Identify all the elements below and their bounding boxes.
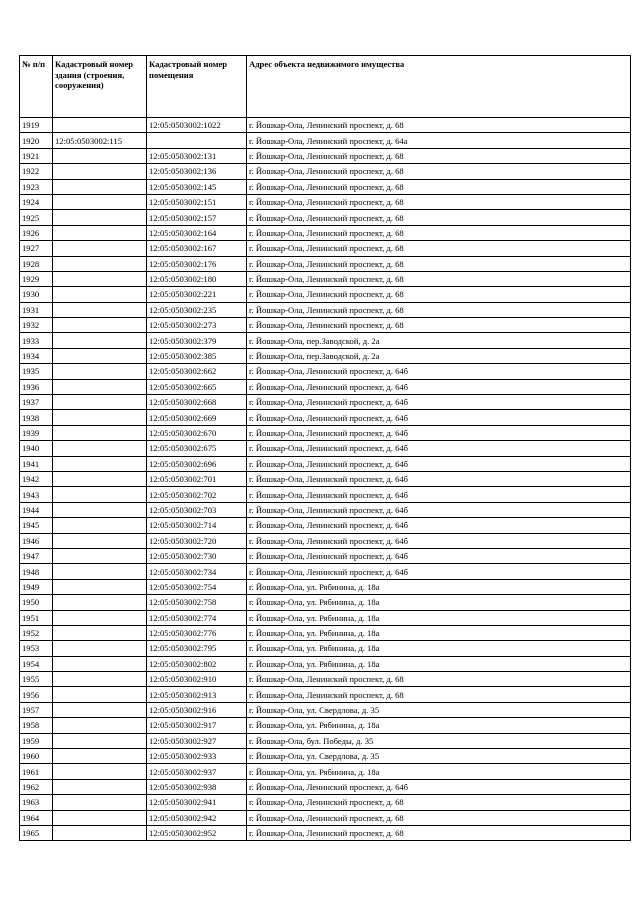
address: г. Йошкар-Ола, Ленинский проспект, д. 68 bbox=[247, 672, 631, 687]
row-number: 1933 bbox=[20, 333, 53, 348]
building-cadastral-number bbox=[53, 425, 147, 440]
table-row bbox=[20, 502, 631, 517]
address: г. Йошкар-Ола, Ленинский проспект, д. 64б bbox=[247, 456, 631, 471]
row-number: 1928 bbox=[20, 256, 53, 271]
building-cadastral-number bbox=[53, 271, 147, 286]
building-cadastral-number bbox=[53, 579, 147, 594]
row-number: 1921 bbox=[20, 148, 53, 163]
row-number: 1922 bbox=[20, 164, 53, 179]
building-cadastral-number bbox=[53, 410, 147, 425]
row-number: 1961 bbox=[20, 764, 53, 779]
address: г. Йошкар-Ола, ул. Рябинина, д. 18а bbox=[247, 718, 631, 733]
row-number: 1955 bbox=[20, 672, 53, 687]
address: г. Йошкар-Ола, Ленинский проспект, д. 64б bbox=[247, 779, 631, 794]
row-number: 1934 bbox=[20, 348, 53, 363]
row-number: 1953 bbox=[20, 641, 53, 656]
table-row bbox=[20, 364, 631, 379]
row-number: 1949 bbox=[20, 579, 53, 594]
table-row bbox=[20, 764, 631, 779]
premises-cadastral-number: 12:05:0503002:913 bbox=[147, 687, 247, 702]
address: г. Йошкар-Ола, Ленинский проспект, д. 68 bbox=[247, 256, 631, 271]
building-cadastral-number: 12:05:0503002:115 bbox=[53, 133, 147, 148]
row-number: 1925 bbox=[20, 210, 53, 225]
premises-cadastral-number: 12:05:0503002:730 bbox=[147, 548, 247, 563]
premises-cadastral-number: 12:05:0503002:379 bbox=[147, 333, 247, 348]
table-row bbox=[20, 779, 631, 794]
building-cadastral-number bbox=[53, 118, 147, 133]
row-number: 1927 bbox=[20, 241, 53, 256]
address: г. Йошкар-Ола, Ленинский проспект, д. 64б bbox=[247, 395, 631, 410]
premises-cadastral-number: 12:05:0503002:720 bbox=[147, 533, 247, 548]
row-number: 1930 bbox=[20, 287, 53, 302]
building-cadastral-number bbox=[53, 625, 147, 640]
premises-cadastral-number: 12:05:0503002:176 bbox=[147, 256, 247, 271]
premises-cadastral-number: 12:05:0503002:795 bbox=[147, 641, 247, 656]
address: г. Йошкар-Ола, ул. Свердлова, д. 35 bbox=[247, 749, 631, 764]
table-row bbox=[20, 410, 631, 425]
address: г. Йошкар-Ола, бул. Победы, д. 35 bbox=[247, 733, 631, 748]
row-number: 1947 bbox=[20, 548, 53, 563]
premises-cadastral-number: 12:05:0503002:662 bbox=[147, 364, 247, 379]
address: г. Йошкар-Ола, Ленинский проспект, д. 68 bbox=[247, 164, 631, 179]
building-cadastral-number bbox=[53, 733, 147, 748]
row-number: 1941 bbox=[20, 456, 53, 471]
table-row bbox=[20, 164, 631, 179]
table-row bbox=[20, 318, 631, 333]
header-address: Адрес объекта недвижимого имущества bbox=[247, 56, 631, 118]
address: г. Йошкар-Ола, Ленинский проспект, д. 64б bbox=[247, 548, 631, 563]
table-row bbox=[20, 672, 631, 687]
address: г. Йошкар-Ола, Ленинский проспект, д. 64б bbox=[247, 471, 631, 486]
row-number: 1939 bbox=[20, 425, 53, 440]
address: г. Йошкар-Ола, Ленинский проспект, д. 68 bbox=[247, 210, 631, 225]
row-number: 1935 bbox=[20, 364, 53, 379]
address: г. Йошкар-Ола, Ленинский проспект, д. 68 bbox=[247, 179, 631, 194]
header-building-cadastral: Кадастровый номер здания (строения, сооружения) bbox=[53, 56, 147, 118]
premises-cadastral-number: 12:05:0503002:273 bbox=[147, 318, 247, 333]
table-row bbox=[20, 256, 631, 271]
table-row bbox=[20, 533, 631, 548]
table-row bbox=[20, 687, 631, 702]
building-cadastral-number bbox=[53, 287, 147, 302]
header-number: № п/п bbox=[20, 56, 53, 118]
building-cadastral-number bbox=[53, 764, 147, 779]
row-number: 1963 bbox=[20, 795, 53, 810]
row-number: 1946 bbox=[20, 533, 53, 548]
table-row bbox=[20, 702, 631, 717]
row-number: 1937 bbox=[20, 395, 53, 410]
table-row bbox=[20, 425, 631, 440]
table-row bbox=[20, 179, 631, 194]
table-row bbox=[20, 379, 631, 394]
address: г. Йошкар-Ола, Ленинский проспект, д. 68 bbox=[247, 302, 631, 317]
table-row bbox=[20, 225, 631, 240]
premises-cadastral-number: 12:05:0503002:910 bbox=[147, 672, 247, 687]
row-number: 1945 bbox=[20, 518, 53, 533]
address: г. Йошкар-Ола, Ленинский проспект, д. 64б bbox=[247, 379, 631, 394]
building-cadastral-number bbox=[53, 548, 147, 563]
table-row bbox=[20, 595, 631, 610]
table-row bbox=[20, 795, 631, 810]
address: г. Йошкар-Ола, Ленинский проспект, д. 64б bbox=[247, 487, 631, 502]
building-cadastral-number bbox=[53, 687, 147, 702]
row-number: 1938 bbox=[20, 410, 53, 425]
building-cadastral-number bbox=[53, 502, 147, 517]
row-number: 1944 bbox=[20, 502, 53, 517]
building-cadastral-number bbox=[53, 533, 147, 548]
premises-cadastral-number: 12:05:0503002:665 bbox=[147, 379, 247, 394]
address: г. Йошкар-Ола, Ленинский проспект, д. 68 bbox=[247, 225, 631, 240]
address: г. Йошкар-Ола, Ленинский проспект, д. 68 bbox=[247, 194, 631, 209]
address: г. Йошкар-Ола, Ленинский проспект, д. 64б bbox=[247, 502, 631, 517]
header-premises-cadastral: Кадастровый номер помещения bbox=[147, 56, 247, 118]
row-number: 1932 bbox=[20, 318, 53, 333]
premises-cadastral-number: 12:05:0503002:758 bbox=[147, 595, 247, 610]
premises-cadastral-number: 12:05:0503002:157 bbox=[147, 210, 247, 225]
row-number: 1931 bbox=[20, 302, 53, 317]
address: г. Йошкар-Ола, ул. Рябинина, д. 18а bbox=[247, 610, 631, 625]
table-row bbox=[20, 579, 631, 594]
building-cadastral-number bbox=[53, 718, 147, 733]
table-row bbox=[20, 564, 631, 579]
address: г. Йошкар-Ола, пер.Заводской, д. 2а bbox=[247, 333, 631, 348]
address: г. Йошкар-Ола, ул. Рябинина, д. 18а bbox=[247, 579, 631, 594]
premises-cadastral-number: 12:05:0503002:927 bbox=[147, 733, 247, 748]
building-cadastral-number bbox=[53, 348, 147, 363]
building-cadastral-number bbox=[53, 641, 147, 656]
premises-cadastral-number: 12:05:0503002:937 bbox=[147, 764, 247, 779]
address: г. Йошкар-Ола, Ленинский проспект, д. 64б bbox=[247, 518, 631, 533]
table-row bbox=[20, 656, 631, 671]
premises-cadastral-number: 12:05:0503002:164 bbox=[147, 225, 247, 240]
building-cadastral-number bbox=[53, 256, 147, 271]
address: г. Йошкар-Ола, Ленинский проспект, д. 68 bbox=[247, 287, 631, 302]
address: г. Йошкар-Ола, ул. Рябинина, д. 18а bbox=[247, 641, 631, 656]
building-cadastral-number bbox=[53, 456, 147, 471]
premises-cadastral-number bbox=[147, 133, 247, 148]
address: г. Йошкар-Ола, ул. Рябинина, д. 18а bbox=[247, 595, 631, 610]
table-row bbox=[20, 749, 631, 764]
row-number: 1959 bbox=[20, 733, 53, 748]
table-row bbox=[20, 241, 631, 256]
row-number: 1936 bbox=[20, 379, 53, 394]
table-row bbox=[20, 148, 631, 163]
premises-cadastral-number: 12:05:0503002:668 bbox=[147, 395, 247, 410]
premises-cadastral-number: 12:05:0503002:385 bbox=[147, 348, 247, 363]
address: г. Йошкар-Ола, Ленинский проспект, д. 64а bbox=[247, 133, 631, 148]
premises-cadastral-number: 12:05:0503002:802 bbox=[147, 656, 247, 671]
address: г. Йошкар-Ола, Ленинский проспект, д. 64б bbox=[247, 441, 631, 456]
address: г. Йошкар-Ола, ул. Рябинина, д. 18а bbox=[247, 625, 631, 640]
building-cadastral-number bbox=[53, 318, 147, 333]
premises-cadastral-number: 12:05:0503002:917 bbox=[147, 718, 247, 733]
address: г. Йошкар-Ола, Ленинский проспект, д. 68 bbox=[247, 825, 631, 840]
table-row bbox=[20, 287, 631, 302]
building-cadastral-number bbox=[53, 241, 147, 256]
table-row bbox=[20, 118, 631, 133]
address: г. Йошкар-Ола, Ленинский проспект, д. 68 bbox=[247, 118, 631, 133]
premises-cadastral-number: 12:05:0503002:933 bbox=[147, 749, 247, 764]
building-cadastral-number bbox=[53, 471, 147, 486]
building-cadastral-number bbox=[53, 179, 147, 194]
building-cadastral-number bbox=[53, 825, 147, 840]
row-number: 1940 bbox=[20, 441, 53, 456]
table-row bbox=[20, 718, 631, 733]
building-cadastral-number bbox=[53, 164, 147, 179]
premises-cadastral-number: 12:05:0503002:734 bbox=[147, 564, 247, 579]
building-cadastral-number bbox=[53, 795, 147, 810]
table-row bbox=[20, 610, 631, 625]
premises-cadastral-number: 12:05:0503002:714 bbox=[147, 518, 247, 533]
row-number: 1954 bbox=[20, 656, 53, 671]
building-cadastral-number bbox=[53, 702, 147, 717]
building-cadastral-number bbox=[53, 610, 147, 625]
premises-cadastral-number: 12:05:0503002:941 bbox=[147, 795, 247, 810]
row-number: 1950 bbox=[20, 595, 53, 610]
address: г. Йошкар-Ола, пер.Заводской, д. 2а bbox=[247, 348, 631, 363]
property-table bbox=[19, 55, 631, 841]
premises-cadastral-number: 12:05:0503002:776 bbox=[147, 625, 247, 640]
address: г. Йошкар-Ола, ул. Свердлова, д. 35 bbox=[247, 702, 631, 717]
premises-cadastral-number: 12:05:0503002:754 bbox=[147, 579, 247, 594]
row-number: 1948 bbox=[20, 564, 53, 579]
premises-cadastral-number: 12:05:0503002:136 bbox=[147, 164, 247, 179]
table-row bbox=[20, 487, 631, 502]
building-cadastral-number bbox=[53, 225, 147, 240]
table-row bbox=[20, 395, 631, 410]
table-row bbox=[20, 333, 631, 348]
address: г. Йошкар-Ола, Ленинский проспект, д. 68 bbox=[247, 810, 631, 825]
table-row bbox=[20, 133, 631, 148]
premises-cadastral-number: 12:05:0503002:167 bbox=[147, 241, 247, 256]
premises-cadastral-number: 12:05:0503002:701 bbox=[147, 471, 247, 486]
premises-cadastral-number: 12:05:0503002:151 bbox=[147, 194, 247, 209]
table-row bbox=[20, 733, 631, 748]
premises-cadastral-number: 12:05:0503002:916 bbox=[147, 702, 247, 717]
row-number: 1942 bbox=[20, 471, 53, 486]
building-cadastral-number bbox=[53, 395, 147, 410]
building-cadastral-number bbox=[53, 810, 147, 825]
address: г. Йошкар-Ола, Ленинский проспект, д. 64б bbox=[247, 364, 631, 379]
premises-cadastral-number: 12:05:0503002:938 bbox=[147, 779, 247, 794]
row-number: 1958 bbox=[20, 718, 53, 733]
building-cadastral-number bbox=[53, 779, 147, 794]
address: г. Йошкар-Ола, ул. Рябинина, д. 18а bbox=[247, 656, 631, 671]
row-number: 1929 bbox=[20, 271, 53, 286]
building-cadastral-number bbox=[53, 564, 147, 579]
building-cadastral-number bbox=[53, 749, 147, 764]
premises-cadastral-number: 12:05:0503002:670 bbox=[147, 425, 247, 440]
premises-cadastral-number: 12:05:0503002:702 bbox=[147, 487, 247, 502]
premises-cadastral-number: 12:05:0503002:180 bbox=[147, 271, 247, 286]
table-row bbox=[20, 194, 631, 209]
table-row bbox=[20, 548, 631, 563]
address: г. Йошкар-Ола, Ленинский проспект, д. 68 bbox=[247, 148, 631, 163]
premises-cadastral-number: 12:05:0503002:696 bbox=[147, 456, 247, 471]
row-number: 1960 bbox=[20, 749, 53, 764]
building-cadastral-number bbox=[53, 487, 147, 502]
address: г. Йошкар-Ола, Ленинский проспект, д. 68 bbox=[247, 687, 631, 702]
building-cadastral-number bbox=[53, 672, 147, 687]
address: г. Йошкар-Ола, Ленинский проспект, д. 64б bbox=[247, 425, 631, 440]
row-number: 1964 bbox=[20, 810, 53, 825]
premises-cadastral-number: 12:05:0503002:235 bbox=[147, 302, 247, 317]
row-number: 1956 bbox=[20, 687, 53, 702]
building-cadastral-number bbox=[53, 595, 147, 610]
table-row bbox=[20, 441, 631, 456]
address: г. Йошкар-Ола, Ленинский проспект, д. 64б bbox=[247, 533, 631, 548]
row-number: 1923 bbox=[20, 179, 53, 194]
table-row bbox=[20, 825, 631, 840]
premises-cadastral-number: 12:05:0503002:669 bbox=[147, 410, 247, 425]
address: г. Йошкар-Ола, Ленинский проспект, д. 68 bbox=[247, 795, 631, 810]
row-number: 1957 bbox=[20, 702, 53, 717]
table-row bbox=[20, 456, 631, 471]
row-number: 1952 bbox=[20, 625, 53, 640]
premises-cadastral-number: 12:05:0503002:703 bbox=[147, 502, 247, 517]
table-row bbox=[20, 641, 631, 656]
building-cadastral-number bbox=[53, 518, 147, 533]
row-number: 1919 bbox=[20, 118, 53, 133]
building-cadastral-number bbox=[53, 333, 147, 348]
address: г. Йошкар-Ола, Ленинский проспект, д. 68 bbox=[247, 318, 631, 333]
row-number: 1943 bbox=[20, 487, 53, 502]
building-cadastral-number bbox=[53, 364, 147, 379]
building-cadastral-number bbox=[53, 441, 147, 456]
building-cadastral-number bbox=[53, 302, 147, 317]
table-row bbox=[20, 518, 631, 533]
row-number: 1924 bbox=[20, 194, 53, 209]
premises-cadastral-number: 12:05:0503002:221 bbox=[147, 287, 247, 302]
table-row bbox=[20, 471, 631, 486]
table-row bbox=[20, 348, 631, 363]
building-cadastral-number bbox=[53, 194, 147, 209]
premises-cadastral-number: 12:05:0503002:942 bbox=[147, 810, 247, 825]
building-cadastral-number bbox=[53, 379, 147, 394]
row-number: 1920 bbox=[20, 133, 53, 148]
table-row bbox=[20, 271, 631, 286]
row-number: 1965 bbox=[20, 825, 53, 840]
address: г. Йошкар-Ола, Ленинский проспект, д. 68 bbox=[247, 241, 631, 256]
address: г. Йошкар-Ола, Ленинский проспект, д. 64б bbox=[247, 410, 631, 425]
row-number: 1926 bbox=[20, 225, 53, 240]
premises-cadastral-number: 12:05:0503002:774 bbox=[147, 610, 247, 625]
building-cadastral-number bbox=[53, 148, 147, 163]
building-cadastral-number bbox=[53, 656, 147, 671]
premises-cadastral-number: 12:05:0503002:675 bbox=[147, 441, 247, 456]
table-row bbox=[20, 625, 631, 640]
premises-cadastral-number: 12:05:0503002:145 bbox=[147, 179, 247, 194]
table-row bbox=[20, 302, 631, 317]
row-number: 1962 bbox=[20, 779, 53, 794]
premises-cadastral-number: 12:05:0503002:1022 bbox=[147, 118, 247, 133]
address: г. Йошкар-Ола, Ленинский проспект, д. 64б bbox=[247, 564, 631, 579]
address: г. Йошкар-Ола, Ленинский проспект, д. 68 bbox=[247, 271, 631, 286]
row-number: 1951 bbox=[20, 610, 53, 625]
address: г. Йошкар-Ола, ул. Рябинина, д. 18а bbox=[247, 764, 631, 779]
premises-cadastral-number: 12:05:0503002:131 bbox=[147, 148, 247, 163]
header-row bbox=[20, 56, 631, 118]
table-row bbox=[20, 810, 631, 825]
table-row bbox=[20, 210, 631, 225]
premises-cadastral-number: 12:05:0503002:952 bbox=[147, 825, 247, 840]
building-cadastral-number bbox=[53, 210, 147, 225]
